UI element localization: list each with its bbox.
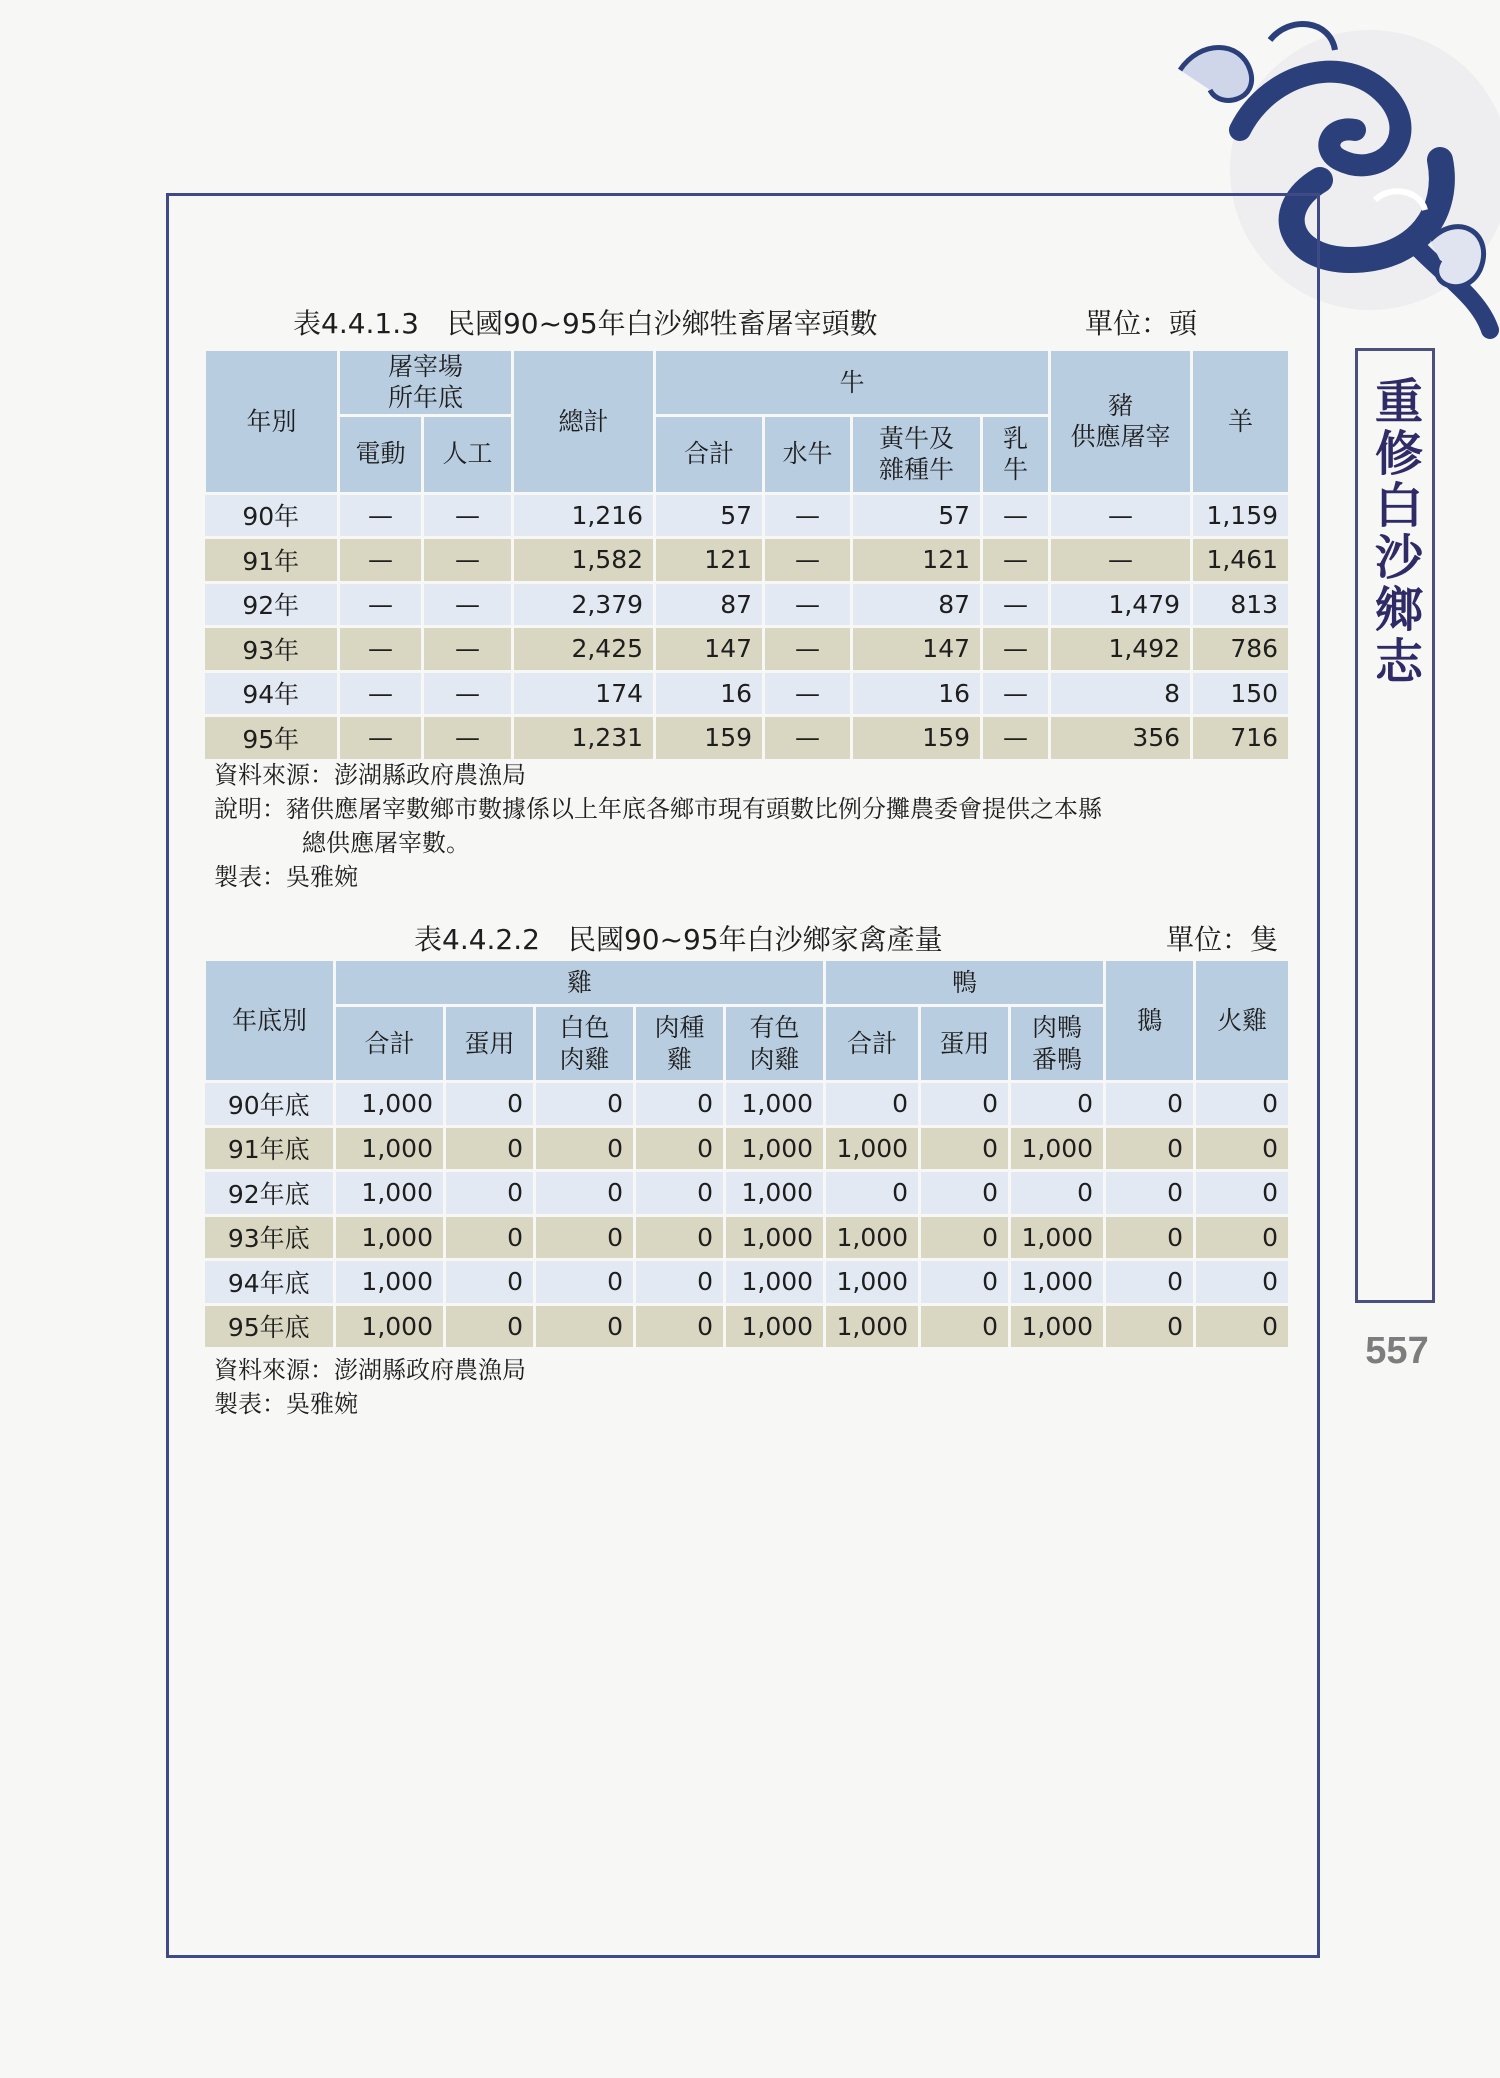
table-cell: 0 [920,1260,1010,1305]
header-duck: 鴨 [825,960,1105,1006]
table-cell: 0 [635,1304,725,1349]
header-yellow-cattle: 黃牛及 雜種牛 [852,415,982,493]
table-cell: 1,159 [1192,493,1290,538]
table-cell: — [1050,493,1192,538]
table-cell: 0 [920,1082,1010,1127]
table-cell: — [764,538,852,583]
table-row [205,1260,1290,1305]
table1-caption-line [293,302,1203,342]
row-year-cell: 93年 [205,627,339,672]
table-cell: — [982,671,1050,716]
table2-caption-line [414,918,1284,958]
table-row [205,627,1290,672]
table-cell: 786 [1192,627,1290,672]
table-cell: 1,000 [335,1304,445,1349]
table-cell: 1,000 [825,1126,920,1171]
table-cell: 0 [445,1126,535,1171]
table-cell: 1,000 [725,1082,825,1127]
table-cell: 1,000 [335,1082,445,1127]
table-cell: 57 [852,493,982,538]
table-cell: 1,461 [1192,538,1290,583]
table-cell: 159 [852,716,982,761]
table-cell: 0 [1105,1082,1195,1127]
table-cell: 1,000 [1010,1260,1105,1305]
table-cell: 0 [635,1260,725,1305]
row-year-cell: 94年 [205,671,339,716]
table2-notes [214,1353,526,1421]
table2-maker: 製表：吳雅婉 [214,1390,358,1418]
table-cell: 0 [445,1260,535,1305]
table-row [205,1215,1290,1260]
header-white-broiler: 白色 肉雞 [535,1006,635,1082]
table-cell: 0 [920,1171,1010,1216]
table-cell: 356 [1050,716,1192,761]
table-cell: — [339,582,423,627]
table-cell: — [982,716,1050,761]
row-year-cell: 91年底 [205,1126,335,1171]
table-cell: 0 [1105,1304,1195,1349]
table-cell: 1,492 [1050,627,1192,672]
table-cell: 0 [825,1082,920,1127]
table-cell: 0 [535,1171,635,1216]
table1-note-line1: 說明：豬供應屠宰數鄉市數據係以上年底各鄉市現有頭數比例分攤農委會提供之本縣 [214,795,1102,823]
table-cell: 0 [535,1260,635,1305]
header-electric: 電動 [339,415,423,493]
table1-notes [214,758,1102,894]
row-year-cell: 94年底 [205,1260,335,1305]
table-cell: 0 [920,1126,1010,1171]
table-cell: 1,000 [1010,1126,1105,1171]
table-cell: — [423,493,513,538]
header-slaughterhouse: 屠宰場 所年底 [339,350,513,416]
table-cell: — [764,493,852,538]
table-cell: 147 [655,627,764,672]
sidebar-title-box [1355,348,1435,1303]
table-cell: — [982,627,1050,672]
table2-caption: 表4.4.2.2 民國90~95年白沙鄉家禽產量 [414,923,943,956]
table-cell: — [423,582,513,627]
table-cell: 1,000 [335,1260,445,1305]
table-cell: 716 [1192,716,1290,761]
header-year-end: 年底別 [205,960,335,1082]
table-cell: 0 [635,1082,725,1127]
header-goose: 鵝 [1105,960,1195,1082]
table-cell: 159 [655,716,764,761]
table-cell: 87 [655,582,764,627]
poultry-production-table [203,958,1291,1350]
table-cell: — [423,671,513,716]
table-cell: — [982,493,1050,538]
header-sheep: 羊 [1192,350,1290,494]
table-cell: 0 [445,1082,535,1127]
livestock-slaughter-table [203,348,1291,762]
table-cell: 0 [445,1171,535,1216]
table-cell: 0 [635,1126,725,1171]
table-cell: 1,000 [825,1215,920,1260]
table-cell: 1,479 [1050,582,1192,627]
table-cell: — [339,538,423,583]
table-cell: — [982,538,1050,583]
table-cell: 0 [535,1304,635,1349]
table-cell: 1,000 [335,1171,445,1216]
table-cell: — [423,538,513,583]
header-cattle: 牛 [655,350,1050,416]
header-water-buffalo: 水牛 [764,415,852,493]
table-cell: 150 [1192,671,1290,716]
table-cell: 1,231 [513,716,655,761]
header-cattle-total: 合計 [655,415,764,493]
table-cell: 0 [1195,1304,1290,1349]
table-cell: 1,000 [725,1171,825,1216]
table-cell: — [764,671,852,716]
table-cell: 0 [1105,1215,1195,1260]
header-manual: 人工 [423,415,513,493]
table-cell: 147 [852,627,982,672]
header-year: 年別 [205,350,339,494]
table-cell: 0 [1105,1126,1195,1171]
row-year-cell: 93年底 [205,1215,335,1260]
table-cell: 1,000 [725,1126,825,1171]
header-breeder: 肉種 雞 [635,1006,725,1082]
table-cell: 174 [513,671,655,716]
header-duck-total: 合計 [825,1006,920,1082]
table-cell: 87 [852,582,982,627]
table-cell: — [982,582,1050,627]
table-row [205,1126,1290,1171]
table-row [205,538,1290,583]
table-cell: 0 [825,1171,920,1216]
table-cell: 1,000 [725,1260,825,1305]
table-cell: 0 [1195,1126,1290,1171]
table-cell: 1,000 [1010,1215,1105,1260]
table-cell: 0 [445,1304,535,1349]
header-chicken: 雞 [335,960,825,1006]
table-cell: 1,000 [825,1260,920,1305]
book-title: 重修白沙鄉志 [1366,376,1423,688]
table-cell: 2,425 [513,627,655,672]
table-cell: 0 [635,1171,725,1216]
table-row [205,1082,1290,1127]
page-number: 557 [1365,1330,1429,1372]
table-cell: 2,379 [513,582,655,627]
header-egg-duck: 蛋用 [920,1006,1010,1082]
table-cell: 1,582 [513,538,655,583]
table-cell: 0 [1010,1171,1105,1216]
table-cell: 0 [920,1304,1010,1349]
table1-source: 資料來源：澎湖縣政府農漁局 [214,761,526,789]
table-cell: 0 [920,1215,1010,1260]
table-cell: — [764,582,852,627]
table-cell: 1,216 [513,493,655,538]
table-cell: 8 [1050,671,1192,716]
table-cell: — [764,716,852,761]
table-cell: — [339,493,423,538]
table-cell: — [339,716,423,761]
table-cell: 121 [852,538,982,583]
table-cell: 1,000 [825,1304,920,1349]
table-cell: — [339,627,423,672]
table-cell: 0 [535,1126,635,1171]
table-cell: — [764,627,852,672]
table-cell: — [1050,538,1192,583]
table-row [205,1304,1290,1349]
table2-source: 資料來源：澎湖縣政府農漁局 [214,1356,526,1384]
table-cell: 0 [1195,1171,1290,1216]
table-row [205,582,1290,627]
header-colored-broiler: 有色 肉雞 [725,1006,825,1082]
table-cell: 0 [1105,1171,1195,1216]
table1-note-line2: 總供應屠宰數。 [302,829,470,857]
table-cell: 16 [655,671,764,716]
table-cell: 0 [1010,1082,1105,1127]
table-cell: 1,000 [1010,1304,1105,1349]
row-year-cell: 92年 [205,582,339,627]
table-cell: 1,000 [335,1215,445,1260]
row-year-cell: 92年底 [205,1171,335,1216]
table-cell: 0 [535,1215,635,1260]
table-row [205,716,1290,761]
table1-caption: 表4.4.1.3 民國90~95年白沙鄉牲畜屠宰頭數 [293,307,878,340]
table-cell: 57 [655,493,764,538]
table-cell: 0 [535,1082,635,1127]
table-cell: 0 [1195,1215,1290,1260]
header-dairy: 乳 牛 [982,415,1050,493]
table1-maker: 製表：吳雅婉 [214,863,358,891]
table1-unit: 單位：頭 [1085,307,1198,340]
table-cell: 0 [1195,1260,1290,1305]
table-cell: — [423,716,513,761]
table-cell: 16 [852,671,982,716]
header-total: 總計 [513,350,655,494]
row-year-cell: 90年 [205,493,339,538]
table-cell: — [423,627,513,672]
header-egg-chicken: 蛋用 [445,1006,535,1082]
table-row [205,1171,1290,1216]
table-cell: 0 [445,1215,535,1260]
row-year-cell: 90年底 [205,1082,335,1127]
table-cell: 1,000 [335,1126,445,1171]
table-cell: 1,000 [725,1215,825,1260]
table-row [205,493,1290,538]
row-year-cell: 91年 [205,538,339,583]
row-year-cell: 95年底 [205,1304,335,1349]
table-cell: 1,000 [725,1304,825,1349]
header-pig: 豬 供應屠宰 [1050,350,1192,494]
table-cell: 0 [1105,1260,1195,1305]
table-cell: 813 [1192,582,1290,627]
header-meat-duck: 肉鴨 番鴨 [1010,1006,1105,1082]
table2-unit: 單位：隻 [1166,923,1279,956]
header-turkey: 火雞 [1195,960,1290,1082]
table-row [205,671,1290,716]
table-cell: 0 [1195,1082,1290,1127]
table-cell: 0 [635,1215,725,1260]
row-year-cell: 95年 [205,716,339,761]
table-cell: 121 [655,538,764,583]
header-chicken-total: 合計 [335,1006,445,1082]
table-cell: — [339,671,423,716]
